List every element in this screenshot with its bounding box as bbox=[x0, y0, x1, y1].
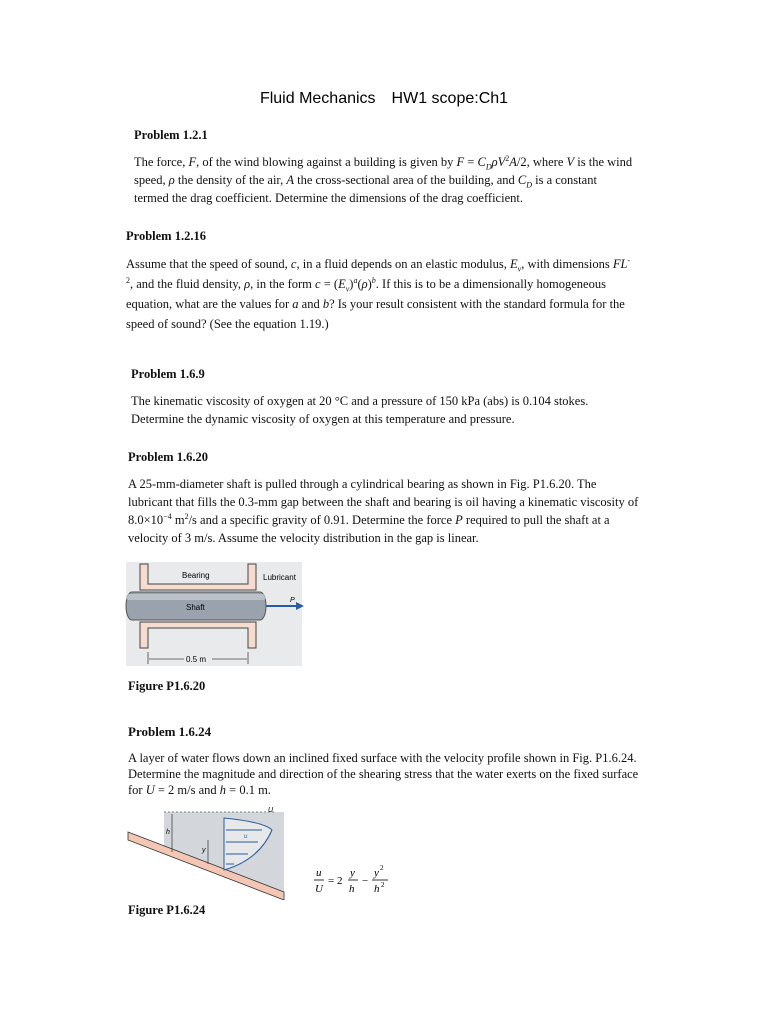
problem-1-6-20 bbox=[128, 450, 643, 547]
u-small-label: u bbox=[244, 834, 248, 840]
problem-title: Problem 1.6.24 bbox=[128, 724, 212, 739]
page-title bbox=[0, 90, 768, 108]
svg-text:u: u bbox=[316, 867, 322, 879]
figure-p1-6-24 bbox=[124, 800, 294, 900]
assignment-scope: HW1 scope:Ch1 bbox=[391, 90, 509, 107]
figure-caption: Figure P1.6.20 bbox=[128, 679, 206, 693]
course-title: Fluid Mechanics bbox=[259, 90, 376, 107]
u-label: U bbox=[268, 807, 274, 814]
problem-text: A 25-mm-diameter shaft is pulled through a cylindrical bearing as shown in Fig. P1.6.20. The lubricant that fills the 0.3-mm gap between the shaft and bearing is oil having a kinematic viscosity of $8.0\times 10^{-4}$ $m^2/s$ and a specific gravity of 0.91. Determine the force P required to pull the shaft at a velocity of 3 m/s. Assume the velocity distribution in the gap is linear. bbox=[128, 477, 639, 545]
figure-caption: Figure P1.6.24 bbox=[128, 903, 206, 917]
svg-text:U: U bbox=[315, 883, 323, 895]
force-label: P bbox=[290, 597, 295, 604]
svg-text:h: h bbox=[349, 883, 355, 895]
svg-text:2: 2 bbox=[381, 881, 385, 889]
problem-1-6-9 bbox=[131, 367, 631, 428]
svg-text:h: h bbox=[374, 883, 380, 895]
problem-title: Problem 1.2.16 bbox=[126, 229, 206, 243]
problem-title: Problem 1.6.20 bbox=[128, 450, 208, 464]
svg-text:= 2: = 2 bbox=[328, 875, 343, 887]
problem-text: Assume that the speed of sound, c, in a fluid depends on an elastic modulus, $E_v$, with dimensions $FL^{-2}$, and the fluid density, ρ, in the form $c = (E_v)^a(\rho)^b$. If this is to be a dimensionally homogeneous equation, what are the values for a and b? Is your result consistent with the standard formula for the speed of sound? (See the equation 1.19.) bbox=[126, 255, 631, 331]
problem-1-2-1 bbox=[134, 128, 634, 207]
y-label: y bbox=[202, 847, 206, 854]
problem-text: A layer of water flows down an inclined fixed surface with the velocity profile shown in Fig. P1.6.24. Determine the magnitude and direction of the shearing stress that the water exerts on the fixed surface for U = 2 m/s and h = 0.1 m. bbox=[128, 751, 639, 797]
bearing-label: Bearing bbox=[182, 571, 210, 580]
problem-text: The force, F, of the wind blowing against a building is given by $F = C_D\rho V^2A/2$, where V is the wind speed, ρ the density of the air, A the cross-sectional area of the building, and $C_D$ is a constant termed the drag coefficient. Determine the dimensions of the drag coefficient. bbox=[134, 153, 633, 205]
svg-text:y: y bbox=[350, 867, 355, 879]
lubricant-label: Lubricant bbox=[263, 573, 296, 582]
svg-text:y: y bbox=[374, 867, 379, 879]
problem-title: Problem 1.2.1 bbox=[134, 128, 208, 142]
svg-text:−: − bbox=[362, 875, 369, 887]
problem-title: Problem 1.6.9 bbox=[131, 367, 205, 381]
length-label: 0.5 m bbox=[186, 655, 207, 664]
velocity-equation bbox=[312, 862, 394, 900]
problem-1-2-16 bbox=[126, 229, 631, 334]
shaft-label: Shaft bbox=[186, 603, 205, 612]
figure-p1-6-20 bbox=[120, 560, 310, 668]
problem-text: The kinematic viscosity of oxygen at 20 °C and a pressure of 150 kPa (abs) is 0.104 stokes. Determine the dynamic viscosity of oxygen at this temperature and pressure. bbox=[131, 394, 589, 426]
problem-1-6-24 bbox=[128, 724, 643, 798]
svg-text:2: 2 bbox=[380, 864, 384, 872]
h-label: h bbox=[166, 829, 170, 836]
